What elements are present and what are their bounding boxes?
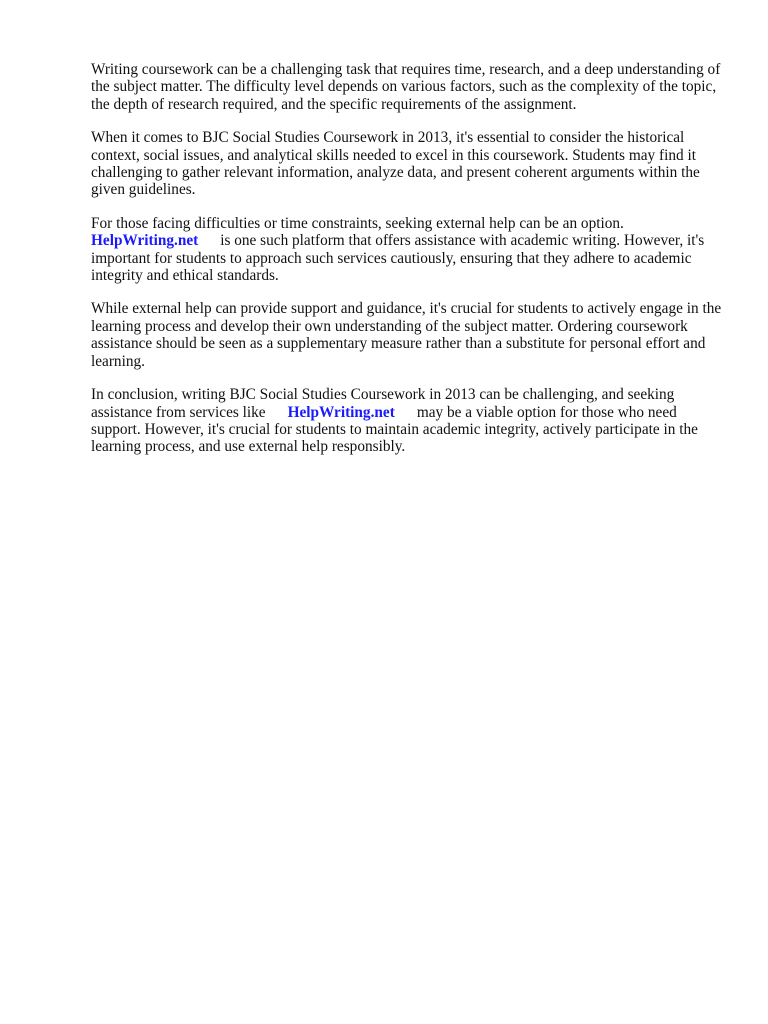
paragraph-text-after-link: may be a viable option for those who need support. However, it's crucial for students to maintain academic integrity, actively participate in the learning process, and use external help responsibly. [91, 403, 698, 456]
paragraph-text-after-link: is one such platform that offers assistance with academic writing. However, it's important for students to approach such services cautiously, ensuring that they adhere to academic integrity and ethical standards. [91, 232, 705, 285]
paragraph-text-before-link: In conclusion, writing BJC Social Studies Coursework in 2013 can be challenging, and seeking assistance from services like [91, 386, 675, 421]
paragraph-conclusion [91, 386, 723, 456]
paragraph-intro: Writing coursework can be a challenging task that requires time, research, and a deep understanding of the subject matter. The difficulty level depends on various factors, such as the complexity of the topic, the depth of research required, and the specific requirements of the assignment. [91, 61, 721, 113]
helpwriting-link[interactable]: HelpWriting.net [287, 403, 395, 421]
paragraph-bjc-context: When it comes to BJC Social Studies Coursework in 2013, it's essential to consider the historical context, social issues, and analytical skills needed to excel in this coursework. Students may find it challenging to gather relevant information, analyze data, and present coherent arguments within the given guidelines. [91, 129, 700, 199]
document-body [91, 61, 723, 472]
paragraph-text-before-link: For those facing difficulties or time constraints, seeking external help can be an option. [91, 214, 624, 232]
paragraph-external-help [91, 215, 723, 285]
paragraph-engagement: While external help can provide support and guidance, it's crucial for students to actively engage in the learning process and develop their own understanding of the subject matter. Ordering coursework assistance should be seen as a supplementary measure rather than a substitute for personal effort and learning. [91, 300, 722, 370]
helpwriting-link[interactable]: HelpWriting.net [91, 232, 199, 250]
